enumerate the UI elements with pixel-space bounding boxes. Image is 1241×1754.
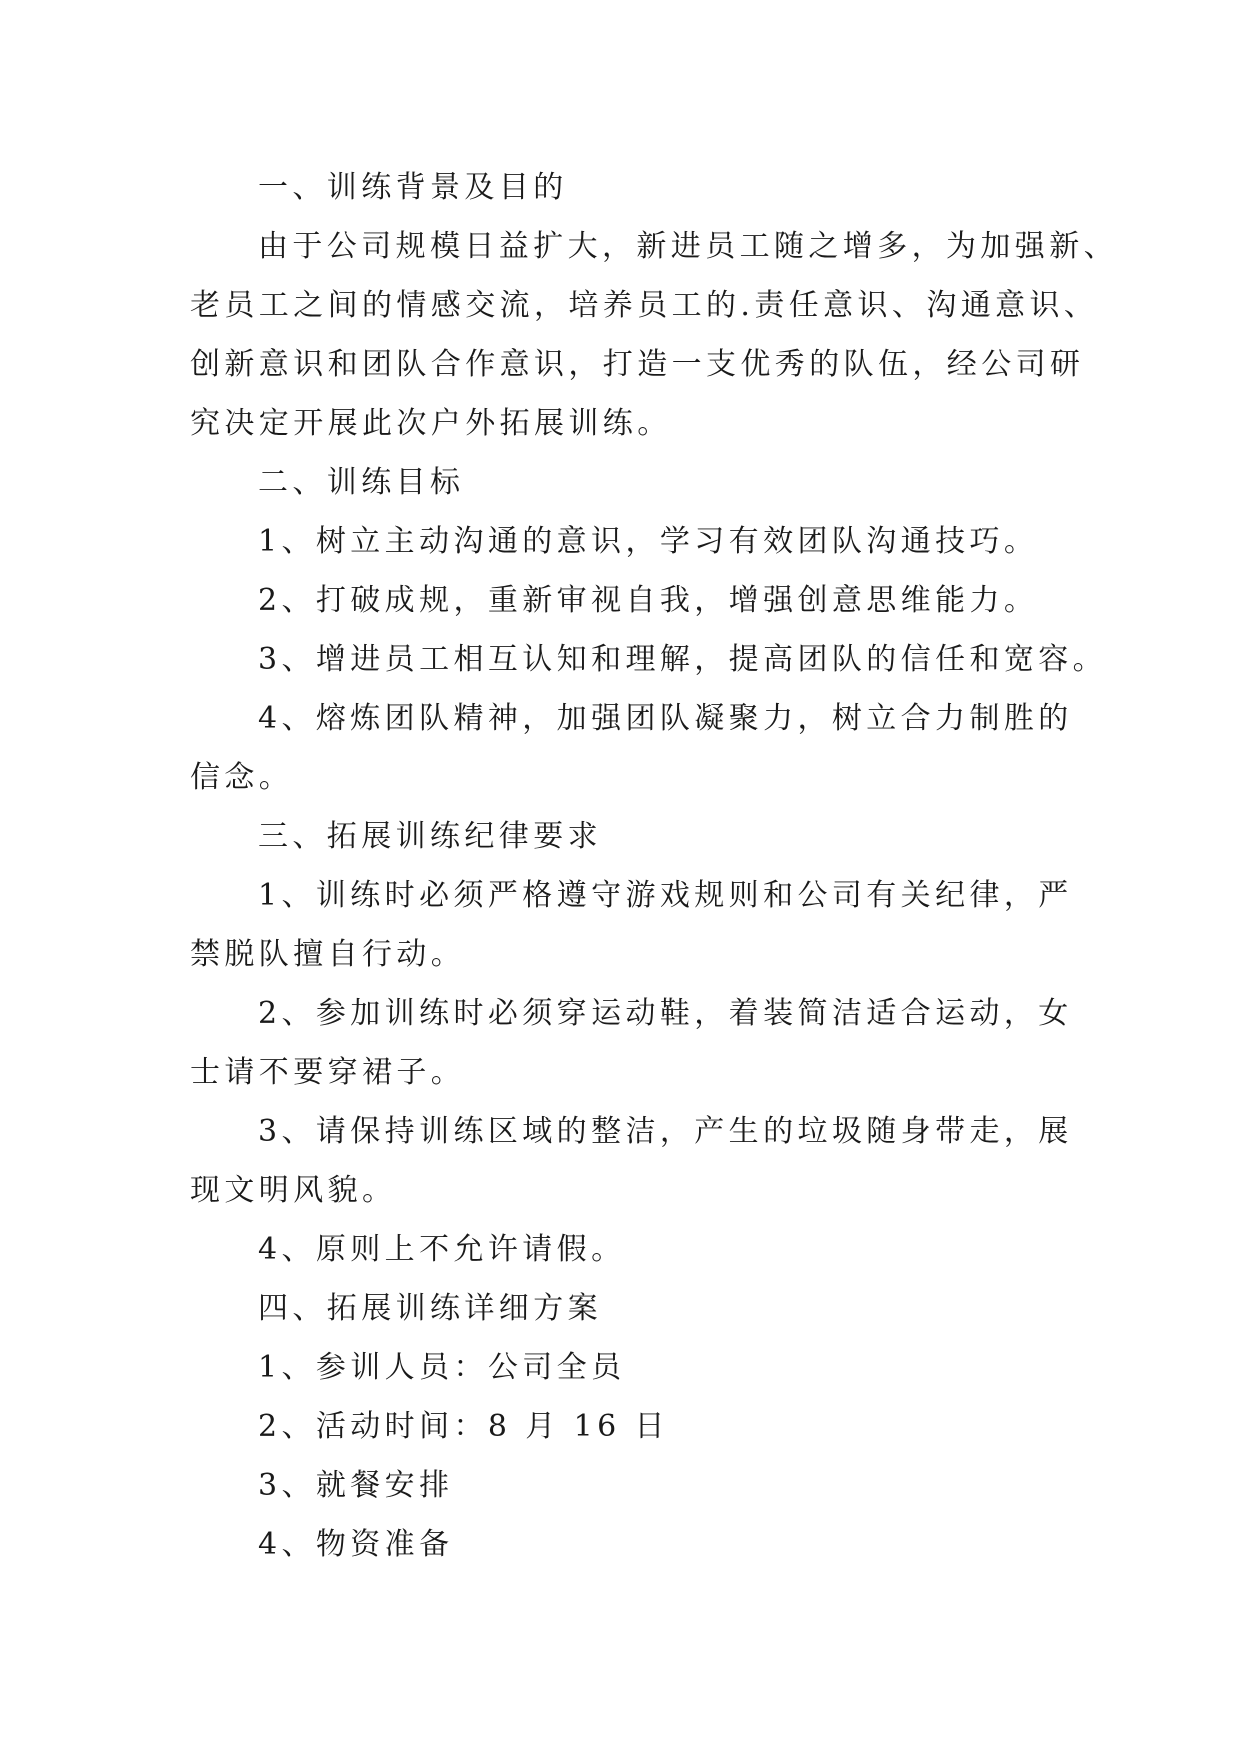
document-body <box>190 158 1118 1574</box>
list-item-continuation: 现文明风貌。 <box>190 1173 397 1208</box>
section-heading-plan: 四、拓展训练详细方案 <box>258 1291 602 1326</box>
list-item: 2、参加训练时必须穿运动鞋，着装简洁适合运动，女 <box>258 996 1073 1031</box>
section-heading-background: 一、训练背景及目的 <box>258 170 568 205</box>
list-item-continuation: 信念。 <box>190 760 294 795</box>
list-item: 3、就餐安排 <box>258 1468 454 1503</box>
list-item: 2、活动时间：8 月 16 日 <box>258 1409 669 1444</box>
list-item: 3、增进员工相互认知和理解，提高团队的信任和宽容。 <box>258 642 1108 677</box>
paragraph-line: 由于公司规模日益扩大，新进员工随之增多，为加强新、 <box>258 229 1118 264</box>
list-item: 4、熔炼团队精神，加强团队凝聚力，树立合力制胜的 <box>258 701 1073 736</box>
list-item: 4、物资准备 <box>258 1527 454 1562</box>
list-item-continuation: 士请不要穿裙子。 <box>190 1055 466 1090</box>
section-heading-discipline: 三、拓展训练纪律要求 <box>258 819 602 854</box>
list-item: 3、请保持训练区域的整洁，产生的垃圾随身带走，展 <box>258 1114 1073 1149</box>
list-item: 1、树立主动沟通的意识，学习有效团队沟通技巧。 <box>258 524 1039 559</box>
list-item: 2、打破成规，重新审视自我，增强创意思维能力。 <box>258 583 1039 618</box>
list-item: 1、训练时必须严格遵守游戏规则和公司有关纪律，严 <box>258 878 1073 913</box>
section-heading-goals: 二、训练目标 <box>258 465 465 500</box>
paragraph-line: 创新意识和团队合作意识，打造一支优秀的队伍，经公司研 <box>190 347 1085 382</box>
list-item: 1、参训人员：公司全员 <box>258 1350 626 1385</box>
list-item-continuation: 禁脱队擅自行动。 <box>190 937 466 972</box>
paragraph-line: 究决定开展此次户外拓展训练。 <box>190 406 672 441</box>
list-item: 4、原则上不允许请假。 <box>258 1232 626 1267</box>
paragraph-line: 老员工之间的情感交流，培养员工的.责任意识、沟通意识、 <box>190 288 1099 323</box>
